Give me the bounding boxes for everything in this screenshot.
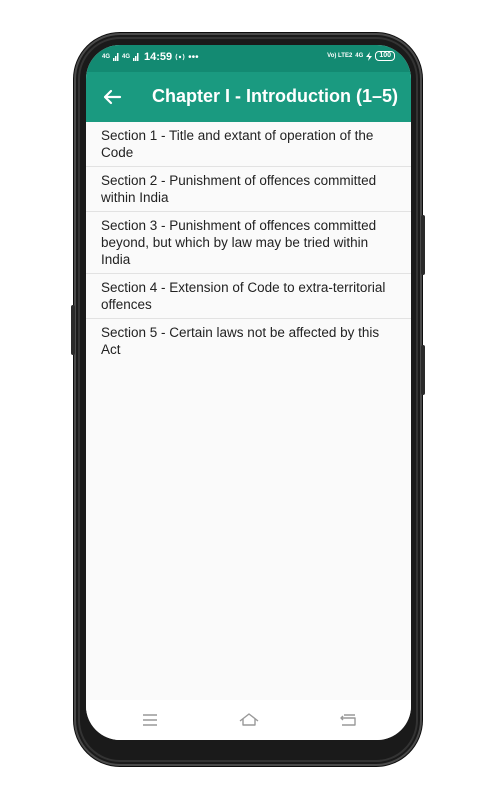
charging-icon xyxy=(366,52,372,61)
signal-icon xyxy=(113,53,119,61)
volume-button xyxy=(421,215,425,275)
section-item-3[interactable]: Section 3 - Punishment of offences committed beyond, but which by law may be tried within India xyxy=(86,212,411,274)
signal-icon-2 xyxy=(133,53,139,61)
back-arrow-icon[interactable] xyxy=(100,85,124,109)
network-indicator-right: 4G xyxy=(355,53,364,59)
menu-icon[interactable] xyxy=(138,709,162,731)
section-list xyxy=(86,122,411,363)
side-button-left xyxy=(71,305,75,355)
section-item-1[interactable]: Section 1 - Title and extant of operation of the Code xyxy=(86,122,411,167)
status-time: 14:59 xyxy=(144,51,173,63)
phone-screen xyxy=(86,45,411,740)
volte-indicator: Vo) LTE2 xyxy=(327,53,353,59)
page-title: Chapter I - Introduction (1–5) xyxy=(152,86,399,106)
network-indicator-1: 4G xyxy=(102,54,111,60)
system-nav-bar xyxy=(86,700,411,740)
status-bar xyxy=(86,45,411,72)
section-item-4[interactable]: Section 4 - Extension of Code to extra-territorial offences xyxy=(86,274,411,319)
back-nav-icon[interactable] xyxy=(336,709,360,731)
battery-icon: 100 xyxy=(375,51,395,61)
app-bar xyxy=(86,72,411,122)
section-item-2[interactable]: Section 2 - Punishment of offences committed within India xyxy=(86,167,411,212)
network-indicator-2: 4G xyxy=(122,54,131,60)
hotspot-icon xyxy=(175,53,185,61)
section-item-5[interactable]: Section 5 - Certain laws not be affected by this Act xyxy=(86,319,411,363)
more-indicator-icon: ••• xyxy=(188,51,199,63)
home-icon[interactable] xyxy=(237,709,261,731)
power-button xyxy=(421,345,425,395)
